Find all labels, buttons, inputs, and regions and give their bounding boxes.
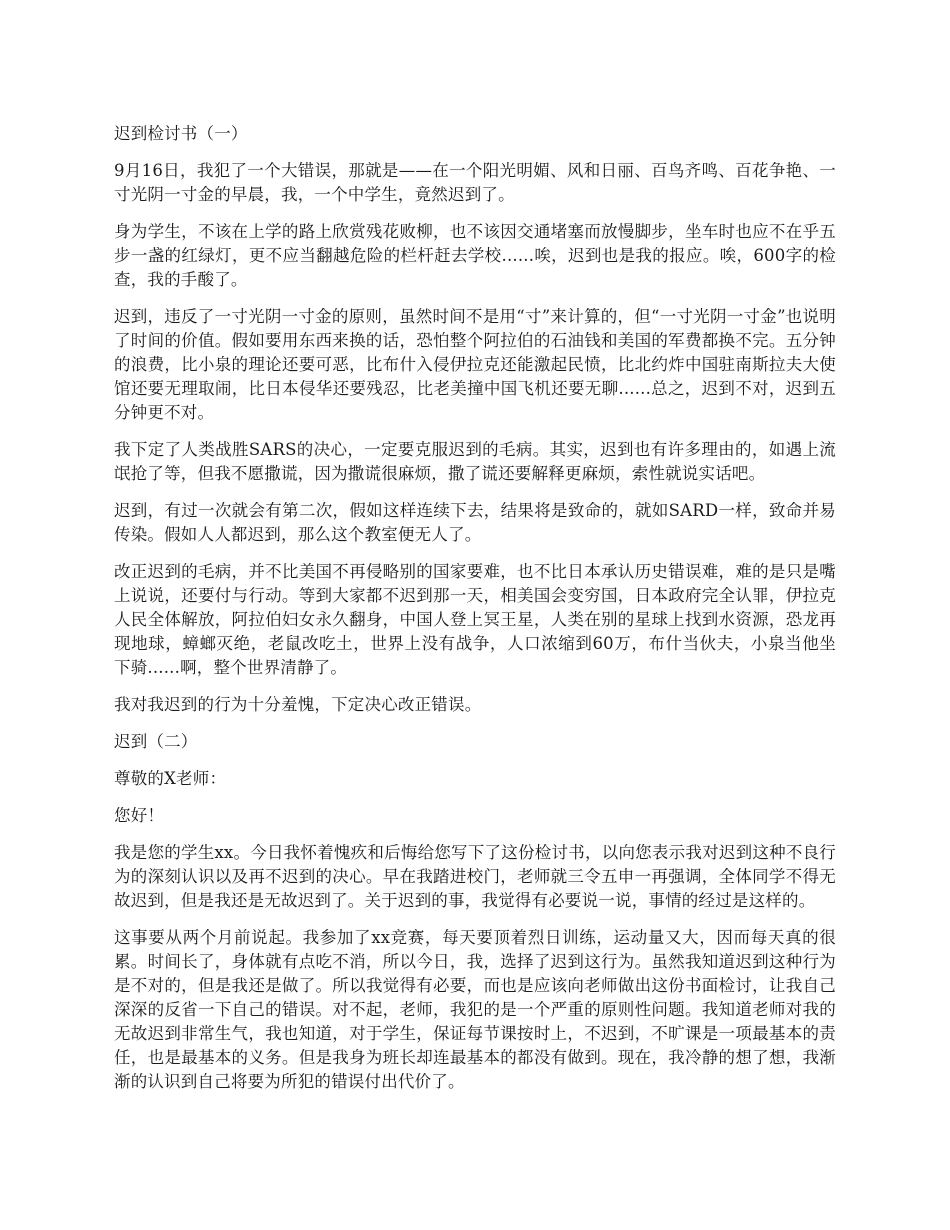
section-title-1: 迟到检讨书（一） [114,124,248,143]
salutation: 尊敬的X老师： [114,769,227,788]
paragraph: 迟到，违反了一寸光阴一寸金的原则，虽然时间不是用“寸”来计算的，但“一寸光阴一寸金”也说明了时间的价值。假如要用东西来换的话，恐怕整个阿拉伯的石油钱和美国的军费都换不完。五分钟的浪费，比小泉的理论还要可恶，比布什入侵伊拉克还能激起民愤，比北约炸中国驻南斯拉夫大使馆还要无理取闹，比日本侵华还要残忍，比老美撞中国飞机还要无聊......总之，迟到不对，迟到五分钟更不对。 [114,307,836,422]
paragraph: 9月16日，我犯了一个大错误，那就是——在一个阳光明媚、风和日丽、百鸟齐鸣、百花争艳、一寸光阴一寸金的早晨，我，一个中学生，竟然迟到了。 [114,161,836,204]
paragraph: 迟到，有过一次就会有第二次，假如这样连续下去，结果将是致命的，就如SARD一样，致命并易传染。假如人人都迟到，那么这个教室便无人了。 [114,501,836,544]
paragraph: 身为学生，不该在上学的路上欣赏残花败柳，也不该因交通堵塞而放慢脚步，坐车时也应不在乎五步一盏的红绿灯，更不应当翻越危险的栏杆赶去学校......唉，迟到也是我的报应。唉，600字的检查，我的手酸了。 [114,222,836,289]
section-title-2: 迟到（二） [114,732,198,751]
paragraph: 我对我迟到的行为十分羞愧，下定决心改正错误。 [114,695,482,714]
document-page [114,122,836,1107]
paragraph: 改正迟到的毛病，并不比美国不再侵略别的国家要难，也不比日本承认历史错误难，难的是只是嘴上说说，还要付与行动。等到大家都不迟到那一天，相美国会变穷国，日本政府完全认罪，伊拉克人民全体解放，阿拉伯妇女永久翻身，中国人登上冥王星，人类在别的星球上找到水资源，恐龙再现地球，蟑螂灭绝，老鼠改吃土，世界上没有战争，人口浓缩到60万，布什当伙夫，小泉当他坐下骑......啊，整个世界清静了。 [114,562,836,677]
paragraph: 我是您的学生xx。今日我怀着愧疚和后悔给您写下了这份检讨书，以向您表示我对迟到这种不良行为的深刻认识以及再不迟到的决心。早在我踏进校门，老师就三令五申一再强调，全体同学不得无故迟到，但是我还是无故迟到了。关于迟到的事，我觉得有必要说一说，事情的经过是这样的。 [114,843,836,910]
greeting: 您好！ [114,806,165,825]
paragraph: 我下定了人类战胜SARS的决心，一定要克服迟到的毛病。其实，迟到也有许多理由的，如遇上流氓抢了等，但我不愿撒谎，因为撒谎很麻烦，撒了谎还要解释更麻烦，索性就说实话吧。 [114,440,836,483]
paragraph: 这事要从两个月前说起。我参加了xx竞赛，每天要顶着烈日训练，运动量又大，因而每天真的很累。时间长了，身体就有点吃不消，所以今日，我，选择了迟到这行为。虽然我知道迟到这种行为是不对的，但是我还是做了。所以我觉得有必要，而也是应该向老师做出这份书面检讨，让我自己深深的反省一下自己的错误。对不起，老师，我犯的是一个严重的原则性问题。我知道老师对我的无故迟到非常生气，我也知道，对于学生，保证每节课按时上，不迟到，不旷课是一项最基本的责任，也是最基本的义务。但是我身为班长却连最基本的都没有做到。现在，我冷静的想了想，我渐渐的认识到自己将要为所犯的错误付出代价了。 [114,928,836,1091]
